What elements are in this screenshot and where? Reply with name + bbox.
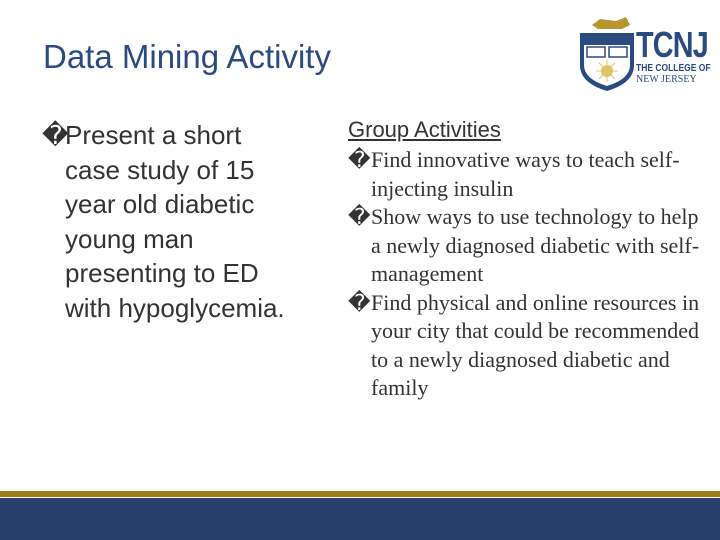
- gold-divider: [0, 491, 720, 497]
- crest-icon: [578, 15, 638, 95]
- footer-bar: [0, 498, 720, 540]
- bullet-icon: �: [348, 204, 371, 229]
- bullet-icon: �: [348, 147, 371, 172]
- activity-item: [348, 146, 708, 203]
- logo-name: TCNJ: [636, 24, 709, 65]
- left-column: [42, 118, 302, 325]
- group-activities-heading: Group Activities: [348, 117, 501, 142]
- slide-title: Data Mining Activity: [43, 38, 331, 75]
- activity-text: Show ways to use technology to help a newly diagnosed diabetic with self-management: [371, 204, 700, 286]
- logo-wordmark: [636, 24, 720, 86]
- logo-line2: NEW JERSEY: [636, 74, 697, 85]
- bullet-icon: �: [42, 120, 69, 150]
- right-column: [348, 117, 708, 403]
- logo-line1: THE COLLEGE OF: [636, 63, 711, 74]
- bullet-text: Present a short case study of 15 year old diabetic young man presenting to ED with hypoglycemia.: [65, 120, 285, 323]
- activity-text: Find physical and online resources in your city that could be recommended to a newly diagnosed diabetic and family: [371, 289, 700, 400]
- activity-item: [348, 203, 708, 289]
- left-bullet: [42, 118, 302, 325]
- bullet-icon: �: [348, 289, 371, 315]
- activity-item: [348, 289, 708, 403]
- activity-text: Find innovative ways to teach self-injecting insulin: [371, 147, 680, 201]
